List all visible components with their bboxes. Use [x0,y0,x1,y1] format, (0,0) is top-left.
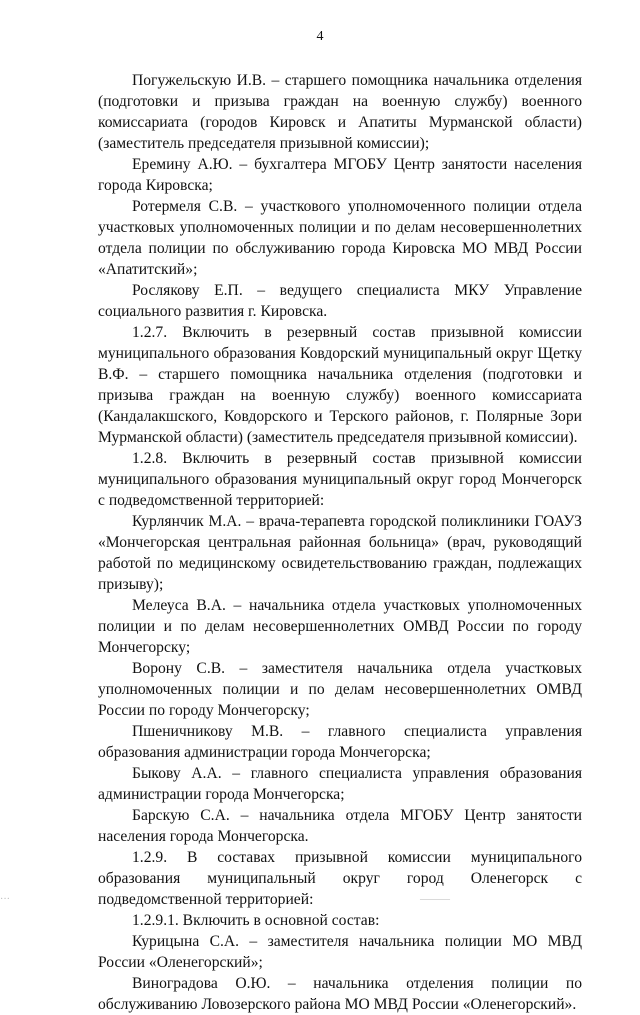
paragraph-kurlyanchik: Курлянчик М.А. – врача-терапевта городской поликлиники ГОАУЗ «Мончегорская центральная районная больница» (врач, руководящий работой по медицинскому освидетельствованию граждан, подлежащих призыву); [98,513,582,593]
paragraph-roslyakova: Рослякову Е.П. – ведущего специалиста МКУ Управление социального развития г. Кировска. [98,282,582,320]
page-number: 4 [316,29,324,44]
paragraph-rotermel: Ротермеля С.В. – участкового уполномоченного полиции отдела участковых уполномоченных полиции и по делам несовершеннолетних отдела полиции по обслуживанию города Кировска МО МВД России «Апатитский»; [98,198,582,278]
paragraph-item-1-2-7: 1.2.7. Включить в резервный состав призывной комиссии муниципального образования Ковдорский муниципальный округ Щетку В.Ф. – старшего помощника начальника отделения (подготовки и призыва граждан на военную службу) военного комиссариата (Кандалакшского, Ковдорского и Терского районов, г. Полярные Зори Мурманской области) (заместитель председателя призывной комиссии). [98,324,582,446]
paragraph-item-1-2-8: 1.2.8. Включить в резервный состав призывной комиссии муниципального образования муниципальный округ город Мончегорск с подведомственной территорией: [98,450,582,509]
paragraph-vinogradov: Виноградова О.Ю. – начальника отделения полиции по обслуживанию Ловозерского района МО МВД России «Оленегорский». [98,975,582,1013]
paragraph-pshenichnikova: Пшеничникову М.В. – главного специалиста управления образования администрации города Мончегорска; [98,723,582,761]
paragraph-eremina: Еремину А.Ю. – бухгалтера МГОБУ Центр занятости населения города Кировска; [98,156,582,194]
paragraph-barskaya: Барскую С.А. – начальника отдела МГОБУ Центр занятости населения города Мончегорска. [98,807,582,845]
paragraph-bykova: Быкову А.А. – главного специалиста управления образования администрации города Мончегорска; [98,765,582,803]
paragraph-item-1-2-9-1: 1.2.9.1. Включить в основной состав: [132,912,380,929]
scan-artifact-left: ··· [0,894,10,905]
paragraph-kuritsyn: Курицына С.А. – заместителя начальника полиции МО МВД России «Оленегорский»; [98,933,582,971]
paragraph-pogužel: Погужельскую И.В. – старшего помощника начальника отделения (подготовки и призыва граждан на военную службу) военного комиссариата (городов Кировск и Апатиты Мурманской области) (заместитель председателя призывной комиссии); [98,72,582,152]
document-body [98,70,582,1015]
paragraph-meleusa: Мелеуса В.А. – начальника отдела участковых уполномоченных полиции и по делам несовершеннолетних ОМВД России по городу Мончегорску; [98,597,582,656]
paragraph-item-1-2-9: 1.2.9. В составах призывной комиссии муниципального образования муниципальный округ город Оленегорск с подведомственной территорией: [98,849,582,908]
scan-artifact-mid: ——— [420,894,450,905]
paragraph-voronu: Ворону С.В. – заместителя начальника отдела участковых уполномоченных полиции и по делам несовершеннолетних ОМВД России по городу Мончегорску; [98,660,582,719]
